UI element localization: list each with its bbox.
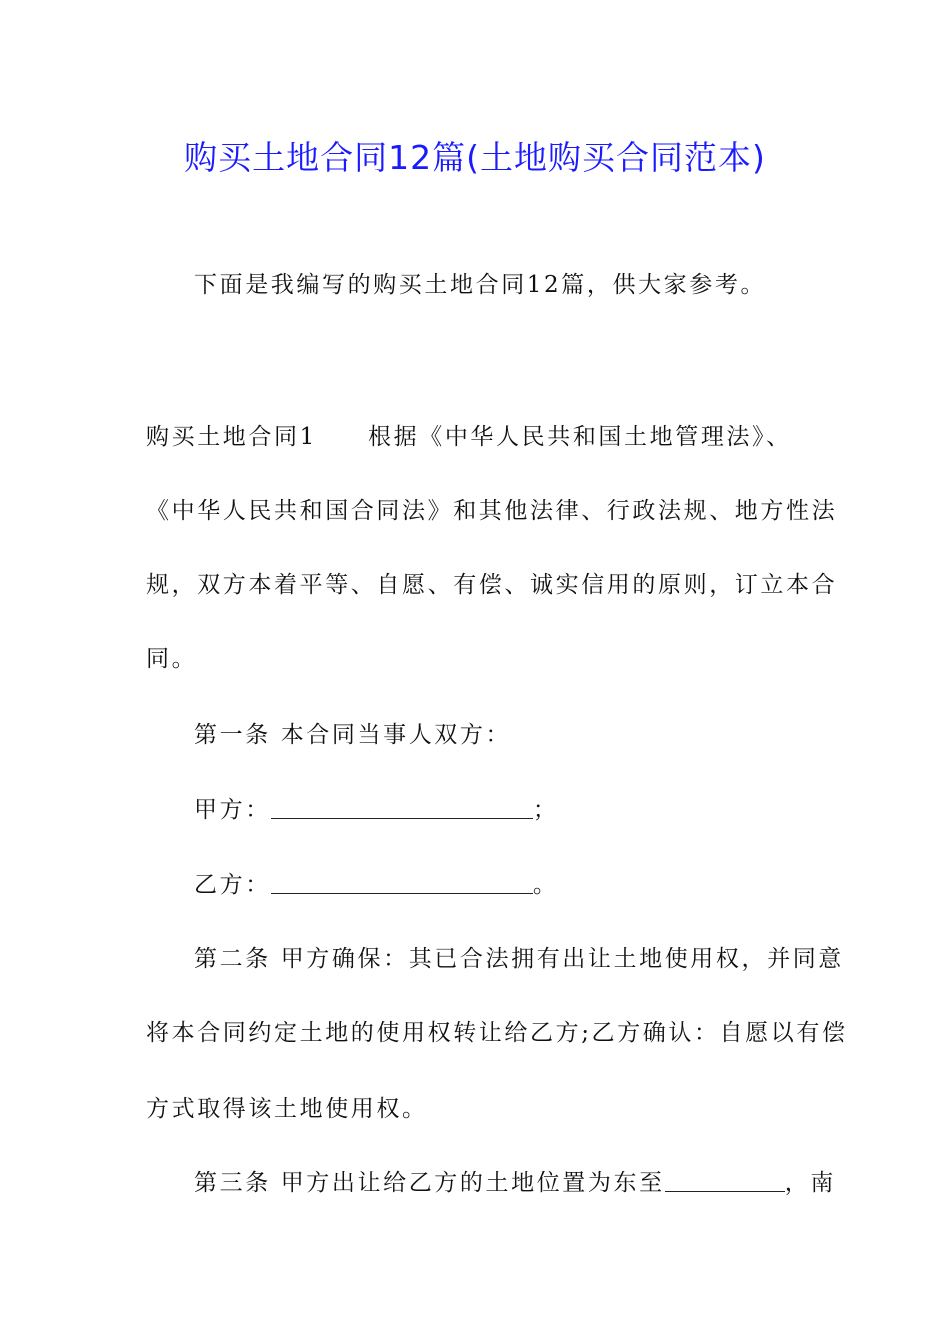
article-2-line: 第二条 甲方确保：其已合法拥有出让土地使用权，并同意 — [194, 946, 844, 972]
party-b-label: 乙方： — [194, 872, 271, 898]
party-a-end: ； — [532, 797, 559, 823]
body-line: 《中华人民共和国合同法》和其他法律、行政法规、地方性法 — [146, 498, 838, 524]
party-a-label: 甲方： — [194, 797, 271, 823]
article-2-line: 将本合同约定土地的使用权转让给乙方;乙方确认：自愿以有偿 — [146, 1020, 848, 1046]
party-b-line — [194, 870, 806, 900]
article-2-line: 方式取得该土地使用权。 — [146, 1096, 428, 1122]
body-line: 规，双方本着平等、自愿、有偿、诚实信用的原则，订立本合 — [146, 572, 838, 598]
article-3-end: ，南 — [784, 1170, 836, 1196]
party-b-end: 。 — [532, 872, 559, 898]
document-title: 购买土地合同12篇(土地购买合同范本) — [184, 138, 766, 177]
intro-paragraph: 下面是我编写的购买土地合同12篇，供大家参考。 — [194, 272, 767, 298]
east-boundary-blank — [665, 1171, 785, 1192]
body-line: 同。 — [146, 646, 198, 672]
article-1: 第一条 本合同当事人双方： — [194, 722, 512, 748]
body-line: 购买土地合同1 根据《中华人民共和国土地管理法》、 — [146, 424, 792, 450]
article-3-line — [194, 1168, 836, 1198]
article-3-start: 第三条 甲方出让给乙方的土地位置为东至 — [194, 1170, 665, 1196]
party-a-blank — [271, 798, 533, 819]
party-a-line — [194, 795, 806, 825]
party-b-blank — [271, 873, 533, 894]
